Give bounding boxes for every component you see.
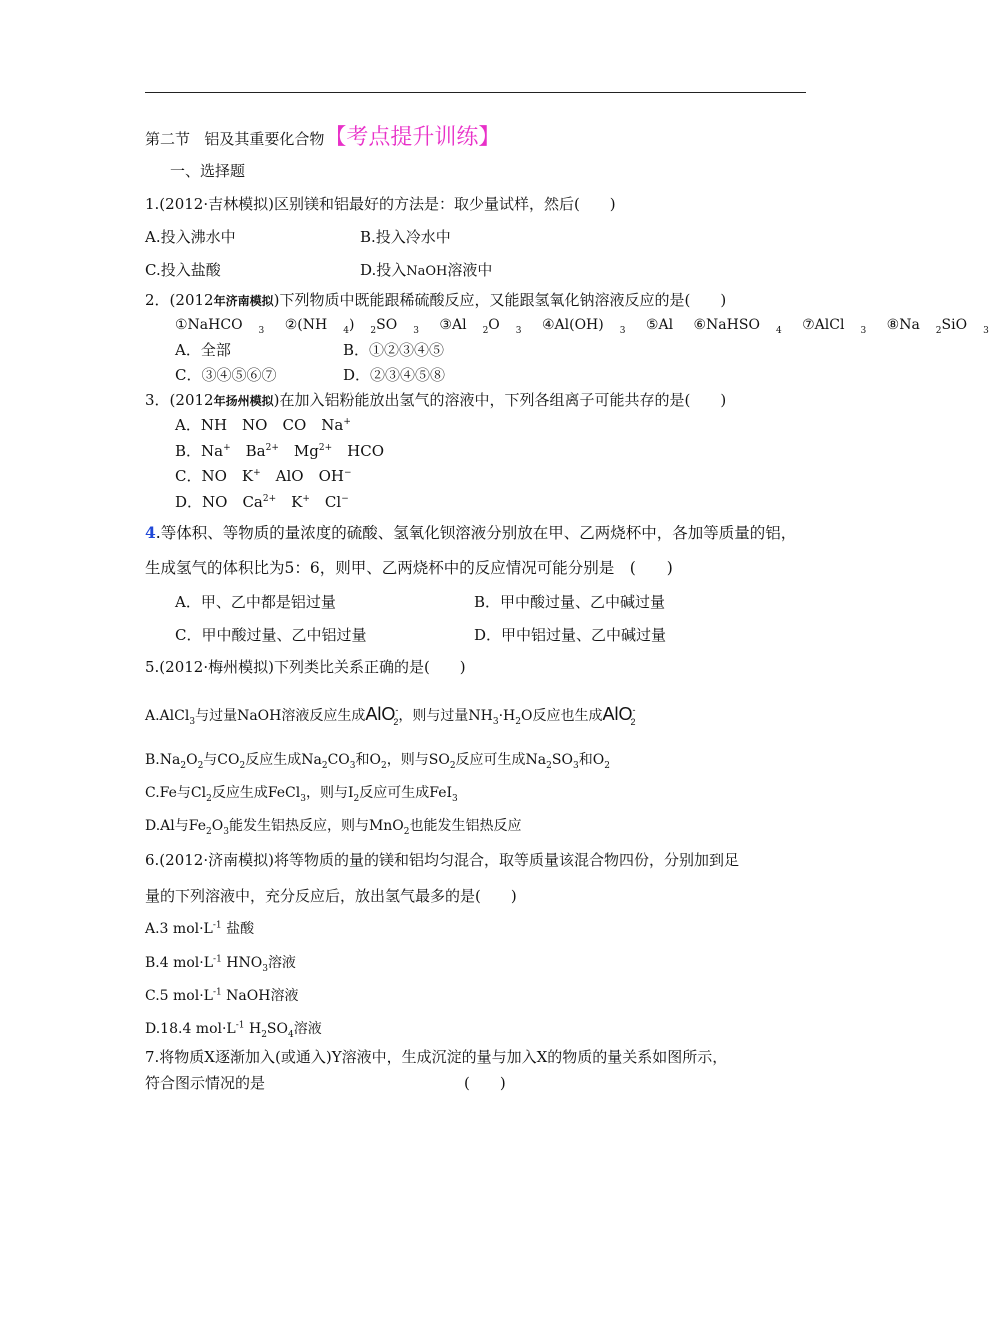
- q6-option-b: B.4 $mol\cdot L^{-1}$ $HNO_3$溶液: [145, 954, 296, 974]
- q1-option-b: B.投入冷水中: [360, 228, 451, 246]
- q6-option-d: D.18.4 $mol\cdot L^{-1}$ $H_2SO_4$溶液: [145, 1020, 322, 1040]
- q6-option-c: C.5 $mol\cdot L^{-1}$ NaOH溶液: [145, 987, 299, 1004]
- q5-option-c: C.Fe与$Cl_2$反应生成FeCl$_3$，则与$I_2$反应可生成FeI$_3$: [145, 785, 458, 804]
- q1-option-d: D.投入NaOH溶液中: [360, 261, 493, 279]
- q5-option-a: A.AlCl$_3$与过量NaOH溶液反应生成AlO-$_2$，则与过量$NH_3\cdot H_2O$反应也生成AlO-$_2$: [145, 704, 636, 727]
- q4-option-d: D．甲中铝过量、乙中碱过量: [474, 626, 667, 644]
- q2-option-a: A．全部: [175, 341, 231, 359]
- q7-stem-line2: 符合图示情况的是: [145, 1074, 266, 1092]
- q3-option-d: D．NO $Ca^{2+}$ K+ Cl−: [175, 493, 349, 511]
- q5-option-b: $B.Na_2O_2$与$CO_2$反应生成$Na_2CO_3$和$O_2$，则与$SO_2$反应可生成$Na_2SO_3$和$O_2$: [145, 752, 610, 771]
- q6-option-a: A.3 $mol\cdot L^{-1}$ 盐酸: [145, 920, 255, 937]
- q2-option-d: D．②③④⑤⑧: [343, 366, 446, 384]
- q1-option-a: A.投入沸水中: [145, 228, 236, 246]
- section-label: 第二节: [145, 130, 191, 148]
- page-title: [145, 125, 501, 150]
- q7-stem-line1: 7.将物质X逐渐加入(或通入)Y溶液中，生成沉淀的量与加入X的物质的量关系如图所示，: [145, 1048, 728, 1066]
- q2-option-c: C．③④⑤⑥⑦: [175, 366, 277, 384]
- q6-stem-line1: 6.(2012·济南模拟)将等物质的量的镁和铝均匀混合，取等质量该混合物四份，分别加到足: [145, 851, 739, 869]
- q3-stem: 3．(2012年扬州模拟)在加入铝粉能放出氢气的溶液中，下列各组离子可能共存的是( ): [145, 391, 727, 409]
- q4-option-c: C．甲中酸过量、乙中铝过量: [175, 626, 367, 644]
- q2-stem: 2．(2012年济南模拟)下列物质中既能跟稀硫酸反应，又能跟氢氧化钠溶液反应的是( ): [145, 291, 727, 309]
- q1-option-c: C.投入盐酸: [145, 261, 221, 279]
- q2-option-b: B．①②③④⑤: [343, 341, 445, 359]
- section-heading: 一、选择题: [170, 162, 246, 180]
- q4-option-a: A．甲、乙中都是铝过量: [175, 593, 336, 611]
- q7-answer-paren: ( ): [464, 1074, 506, 1092]
- q3-option-c: C．NO K+ AlO OH−: [175, 467, 352, 485]
- q3-option-a: A．NH NO CO Na+: [175, 416, 351, 434]
- q6-stem-line2: 量的下列溶液中，充分反应后，放出氢气最多的是( ): [145, 887, 517, 905]
- q4-stem-line1: 4.等体积、等物质的量浓度的硫酸、氢氧化钡溶液分别放在甲、乙两烧杯中，各加等质量的铝，: [145, 523, 797, 542]
- q2-substance-list: ①NaHCO $_3$ ②(NH $_4$) $_2$SO $_3$ ③Al $_2$O $_3$ ④Al(OH) $_3$ ⑤Al ⑥NaHSO $_4$ ⑦AlCl $_3$ ⑧Na $_2$SiO $_3$: [175, 317, 989, 336]
- q4-stem-line2: 生成氢气的体积比为5：6，则甲、乙两烧杯中的反应情况可能分别是 ( ): [145, 559, 673, 577]
- q5-option-d: D.Al与$Fe_2O_3$能发生铝热反应，则与MnO$_2$也能发生铝热反应: [145, 818, 522, 837]
- q3-option-b: B．Na+ $Ba^{2+}$ $Mg^{2+}$ HCO: [175, 442, 384, 460]
- q4-option-b: B．甲中酸过量、乙中碱过量: [474, 593, 666, 611]
- q1-stem: 1.(2012·吉林模拟)区别镁和铝最好的方法是：取少量试样，然后( ): [145, 195, 616, 213]
- topic-label: 铝及其重要化合物: [204, 130, 325, 148]
- title-accent: 【考点提升训练】: [324, 125, 501, 150]
- header-rule: [145, 92, 806, 93]
- q5-stem: 5.(2012·梅州模拟)下列类比关系正确的是( ): [145, 658, 466, 676]
